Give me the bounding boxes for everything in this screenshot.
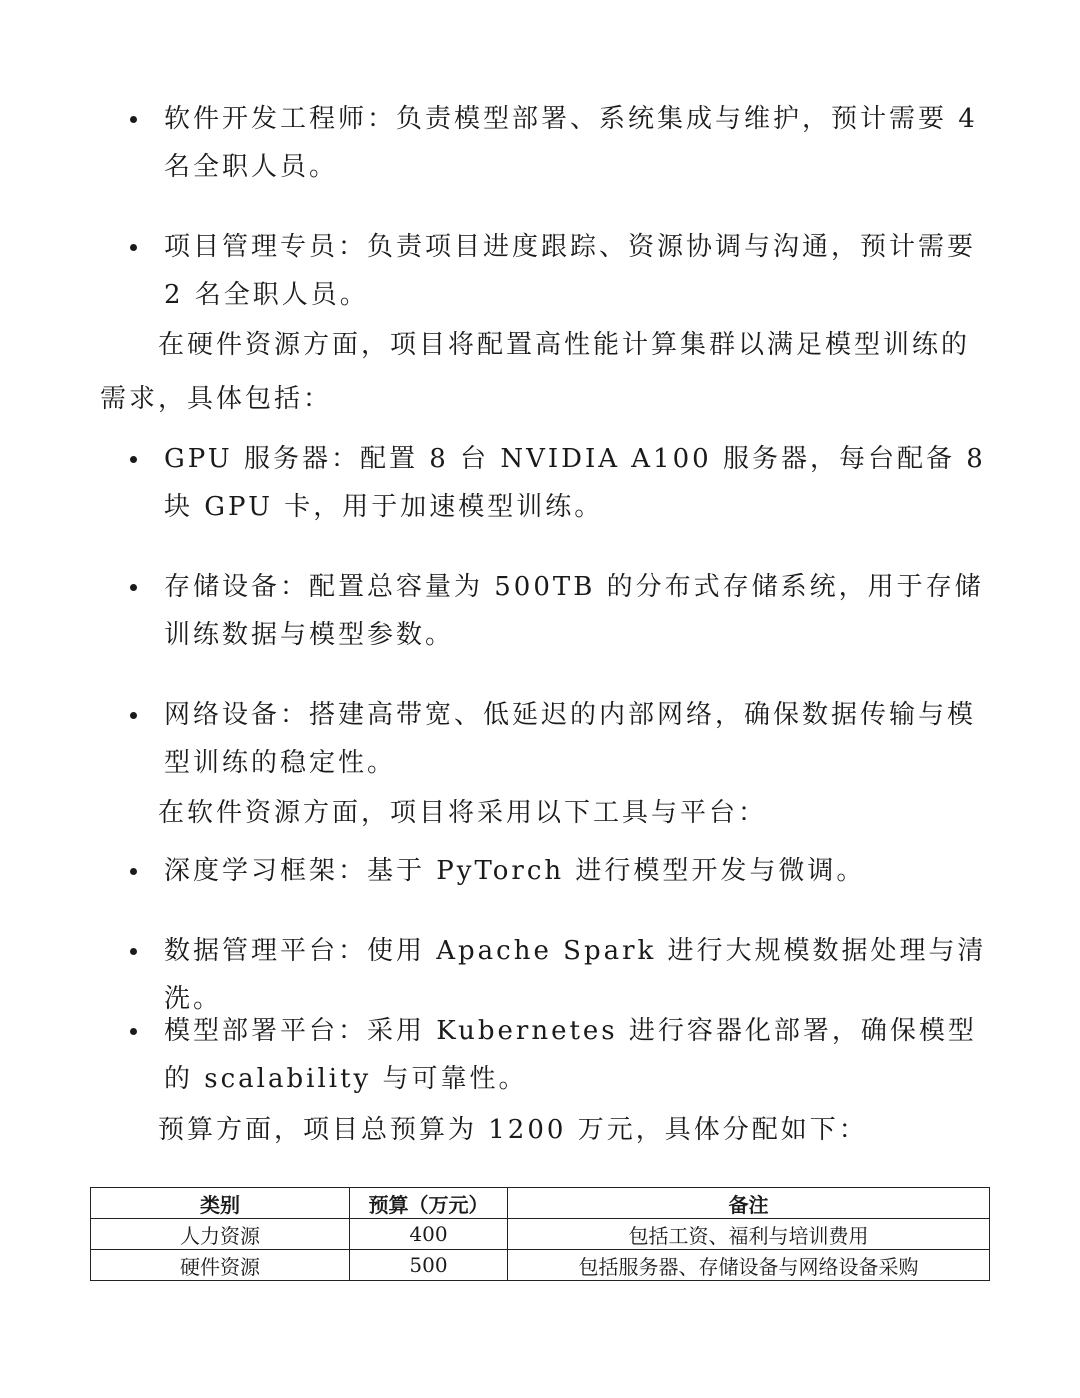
header-category: 类别 <box>91 1188 350 1219</box>
bullet-item-deploy-platform <box>130 1007 990 1103</box>
bullet-dot <box>130 116 137 123</box>
cell-notes: 包括服务器、存储设备与网络设备采购 <box>508 1250 990 1281</box>
bullet-text: 深度学习框架：基于 PyTorch 进行模型开发与微调。 <box>164 856 866 886</box>
bullet-text: 模型部署平台：采用 Kubernetes 进行容器化部署，确保模型的 scalability 与可靠性。 <box>164 1016 977 1094</box>
paragraph-software: 在软件资源方面，项目将采用以下工具与平台： <box>158 798 768 828</box>
bullet-text: 项目管理专员：负责项目进度跟踪、资源协调与沟通，预计需要 2 名全职人员。 <box>164 232 977 310</box>
table-row <box>91 1219 990 1250</box>
header-notes: 备注 <box>508 1188 990 1219</box>
bullet-dot <box>130 456 137 463</box>
bullet-item-software-engineer <box>130 95 990 191</box>
budget-table <box>90 1187 990 1281</box>
bullet-item-network <box>130 691 990 787</box>
cell-notes: 包括工资、福利与培训费用 <box>508 1219 990 1250</box>
bullet-text: 数据管理平台：使用 Apache Spark 进行大规模数据处理与清洗。 <box>164 936 987 1014</box>
cell-category: 人力资源 <box>91 1219 350 1250</box>
bullet-text: 软件开发工程师：负责模型部署、系统集成与维护，预计需要 4 名全职人员。 <box>164 104 978 182</box>
bullet-item-storage <box>130 563 990 659</box>
bullet-item-dl-framework <box>130 847 990 895</box>
bullet-dot <box>130 584 137 591</box>
cell-budget: 400 <box>350 1219 508 1250</box>
bullet-text: 存储设备：配置总容量为 500TB 的分布式存储系统，用于存储训练数据与模型参数。 <box>164 572 984 650</box>
bullet-item-project-manager <box>130 223 990 319</box>
bullet-dot <box>130 1028 137 1035</box>
paragraph-hardware: 在硬件资源方面，项目将配置高性能计算集群以满足模型训练的需求，具体包括： <box>100 330 971 414</box>
cell-category: 硬件资源 <box>91 1250 350 1281</box>
table-row <box>91 1250 990 1281</box>
bullet-item-gpu-server <box>130 435 990 531</box>
bullet-text: GPU 服务器：配置 8 台 NVIDIA A100 服务器，每台配备 8 块 GPU 卡，用于加速模型训练。 <box>164 444 986 522</box>
bullet-dot <box>130 948 137 955</box>
bullet-dot <box>130 868 137 875</box>
table-header-row <box>91 1188 990 1219</box>
bullet-dot <box>130 244 137 251</box>
header-budget: 预算（万元） <box>350 1188 508 1219</box>
cell-budget: 500 <box>350 1250 508 1281</box>
bullet-dot <box>130 712 137 719</box>
bullet-text: 网络设备：搭建高带宽、低延迟的内部网络，确保数据传输与模型训练的稳定性。 <box>164 700 977 778</box>
paragraph-budget: 预算方面，项目总预算为 1200 万元，具体分配如下： <box>158 1115 868 1145</box>
